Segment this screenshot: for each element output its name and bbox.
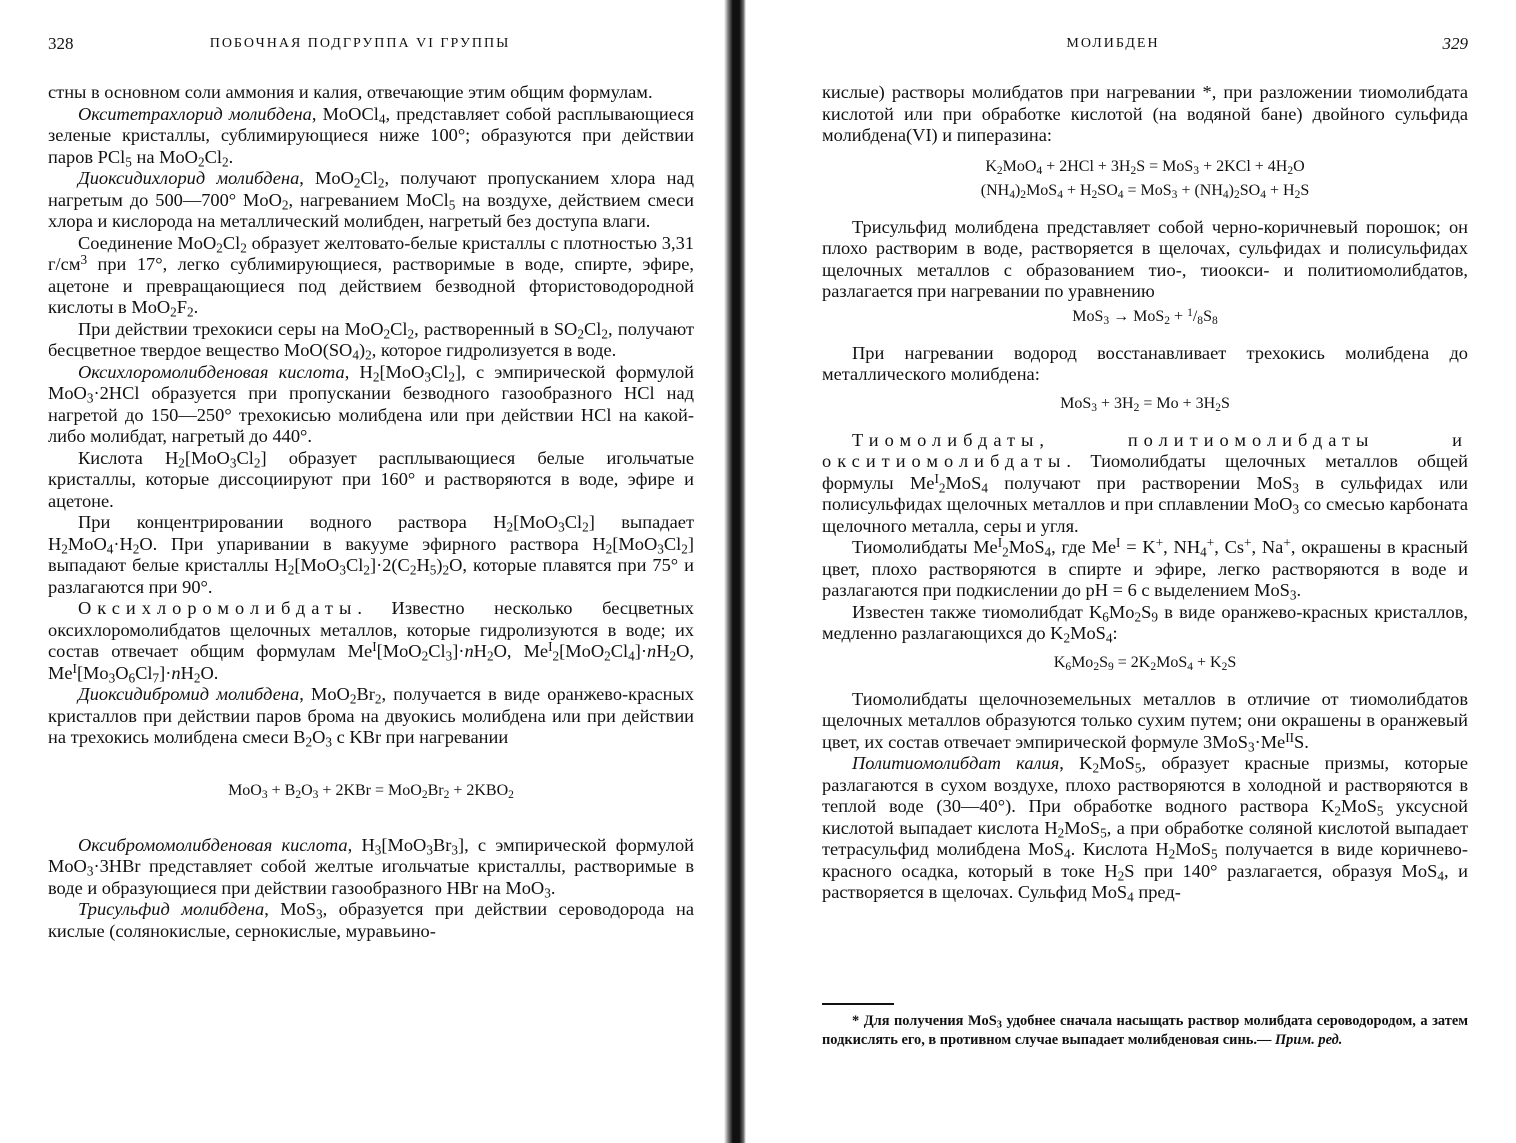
book-spine-shadow — [724, 0, 746, 1143]
paragraph: При действии трехокиси серы на $MoO_2Cl_2$, растворенный в $SO_2Cl_2$, получают бесцветное твердое вещество $MoO(SO_4)_2$, которое гидролизуется в воде. — [48, 318, 694, 363]
equation: $MoS_3 + 3H_2 = Mo + 3H_2S$ — [1060, 394, 1230, 414]
paragraph: Политиомолибдат калия, $K_2MoS_5$, образует красные призмы, которые разлагаются в сухом воздухе, плохо растворяются в холодной и растворяются в теплой воде (30—40°). При обработке водного раствора $K_2MoS_5$ уксусной кислотой выпадает кислота $H_2MoS_5$, а при обработке соляной кислотой выпадает тетрасульфид молибдена MoS$_4$. Кислота $H_2MoS_5$ получается в виде коричнево-красного осадка, который в токе $H_2S$ при 140° разлагается, образуя MoS$_4$, и растворяется в щелочах. Сульфид MoS$_4$ пред- — [822, 753, 1469, 905]
paragraph: стны в основном соли аммония и калия, отвечающие этим общим формулам. — [48, 82, 653, 102]
paragraph: Трисульфид молибдена, MoS$_3$, образуется при действии сероводорода на кислые (солянокислые, сернокислые, муравьино- — [48, 899, 694, 941]
paragraph: При нагревании водород восстанавливает трехокись молибдена до металлического молибдена: — [822, 342, 1468, 384]
paragraph: Оксихлоромолибдаты. Известно несколько бесцветных оксихлоромолибдатов щелочных металлов, которые гидролизуются в воде; их состав отвечает общим формулам $Me^I[MoO_2Cl_3]\cdot nH_2O$, $Me^I_2[MoO_2Cl_4]\cdot nH_2O$, $Me^I[Mo_3O_6Cl_7]\cdot nH_2O$. — [48, 598, 694, 685]
paragraph: Диоксидибромид молибдена, $MoO_2Br_2$, получается в виде оранжево-красных кристаллов при действии паров брома на двуокись молибдена или при действии на трехокись молибдена смеси $B_2O_3$ с KBr при нагревании — [48, 684, 694, 750]
left-page — [0, 0, 740, 1143]
equation: $(NH_4)_2MoS_4 + H_2SO_4 = MoS_3 + (NH_4)_2SO_4 + H_2S$ — [980, 181, 1310, 201]
running-header — [48, 34, 692, 58]
paragraph: Диоксидихлорид молибдена, $MoO_2Cl_2$, получают пропусканием хлора над нагретым до 500—700° MoO$_2$, нагреванием MoCl$_5$ на воздухе, действием смеси хлора и кислорода на металлический молибден, нагретый без доступа влаги. — [48, 168, 694, 231]
paragraph: Тиомолибдаты $Me^I_2MoS_4$, где $Me^I = K^+$, $NH_4^+$, Cs+, Na+, окрашены в красный цвет, плохо растворяются в спирте и эфире, легко растворяются в воде и разлагаются при подкислении до pH = 6 с выделением MoS$_3$. — [822, 535, 1468, 603]
paragraph: Оксибромомолибденовая кислота, $H_3[MoO_3Br_3]$, с эмпирической формулой MoO$_3$·3HBr представляет собой желтые игольчатые кристаллы, растворимые в воде и образующиеся при действии газообразного HBr на MoO$_3$. — [48, 834, 694, 900]
paragraph: Соединение $MoO_2Cl_2$ образует желтовато-белые кристаллы с плотностью 3,31 $г/см^3$ при 17°, легко сублимирующиеся, растворимые в воде, спирте, эфире, ацетоне и превращающиеся под действием безводной фтористоводородной кислоты в $MoO_2F_2$. — [48, 232, 694, 320]
equation: $MoO_3 + B_2O_3 + 2KBr = MoO_2Br_2 + 2KBO_2$ — [228, 781, 514, 801]
footnote-rule — [822, 1003, 894, 1005]
paragraph: Тиомолибдаты щелочноземельных металлов в отличие от тиомолибдатов щелочных металлов образуются только сухим путем; они окрашены в оранжевый цвет, их состав отвечает эмпирической формуле $3MoS_3\cdot Me^{II}S$. — [822, 688, 1468, 754]
page-number: 329 — [1442, 34, 1468, 53]
equation: $K_2MoO_4 + 2HCl + 3H_2S = MoS_3 + 2KCl + 4H_2O$ — [985, 157, 1305, 177]
paragraph: Тиомолибдаты, политиомолибдаты и окситиомолибдаты. Тиомолибдаты щелочных металлов общей формулы $Me^I_2MoS_4$ получают при растворении MoS$_3$ в сульфидах или полисульфидах щелочных металлов и при сплавлении MoO$_3$ со смесью карбоната щелочного металла, серы и угля. — [822, 429, 1469, 536]
running-title: МОЛИБДЕН — [1066, 36, 1160, 51]
equation: $K_6Mo_2S_9 = 2K_2MoS_4 + K_2S$ — [1053, 653, 1237, 673]
footnote-text: * Для получения MoS$_3$ удобнее сначала насыщать раствор молибдата сероводородом, а затем подкислять его, в противном случае выпадает молибденовая синь.— Прим. ред. — [822, 1013, 1469, 1048]
paragraph: Оксихлоромолибденовая кислота, $H_2[MoO_3Cl_2]$, с эмпирической формулой MoO$_3$·2HCl образуется при пропускании безводного газообразного HCl над нагретой до 150—250° трехокисью молибдена или при действии HCl на какой-либо молибдат, нагретый до 440°. — [48, 361, 694, 446]
paragraph: Трисульфид молибдена представляет собой черно-коричневый порошок; он плохо растворим в воде, растворяется в щелочах, сульфидах и полисульфидах щелочных металлов с образованием тио-, тиоокси- и политиомолибдатов, разлагается при нагревании по уравнению — [822, 216, 1468, 301]
paragraph: Известен также тиомолибдат $K_6Mo_2S_9$ в виде оранжево-красных кристаллов, медленно разлагающихся до $K_2MoS_4$: — [822, 601, 1468, 646]
running-header — [838, 34, 1468, 58]
paragraph: Кислота $H_2[MoO_3Cl_2]$ образует расплывающиеся белые игольчатые кристаллы, которые диссоциируют при 160° и растворяются в воде, эфире и ацетоне. — [48, 447, 694, 511]
left-body — [48, 82, 694, 942]
right-page — [790, 0, 1516, 1143]
right-body — [822, 82, 1468, 904]
running-title: ПОБОЧНАЯ ПОДГРУППА VI ГРУППЫ — [209, 36, 511, 51]
paragraph: При концентрировании водного раствора $H_2[MoO_3Cl_2]$ выпадает $H_2MoO_4\cdot H_2O$. При упаривании в вакууме эфирного раствора $H_2[MoO_3Cl_2]$ выпадают белые кристаллы $H_2[MoO_3Cl_2]\cdot 2(C_2H_5)_2O$, которые плавятся при 75° и разлагаются при 90°. — [48, 512, 694, 597]
paragraph: Окситетрахлорид молибдена, MoOCl$_4$, представляет собой расплывающиеся зеленые кристаллы, сублимирующиеся ниже 100°; образуются при действии паров PCl$_5$ на $MoO_2Cl_2$. — [48, 103, 694, 169]
footnote — [822, 1012, 1468, 1050]
paragraph: кислые) растворы молибдатов при нагревании *, при разложении тиомолибдата кислотой или при обработке кислотой (на водяной бане) двойного сульфида молибдена(VI) и пиперазина: — [822, 82, 1468, 145]
page-number: 328 — [48, 34, 74, 53]
equation: $MoS_3 \to MoS_2 + ^1/_8S_8$ — [1072, 306, 1218, 327]
